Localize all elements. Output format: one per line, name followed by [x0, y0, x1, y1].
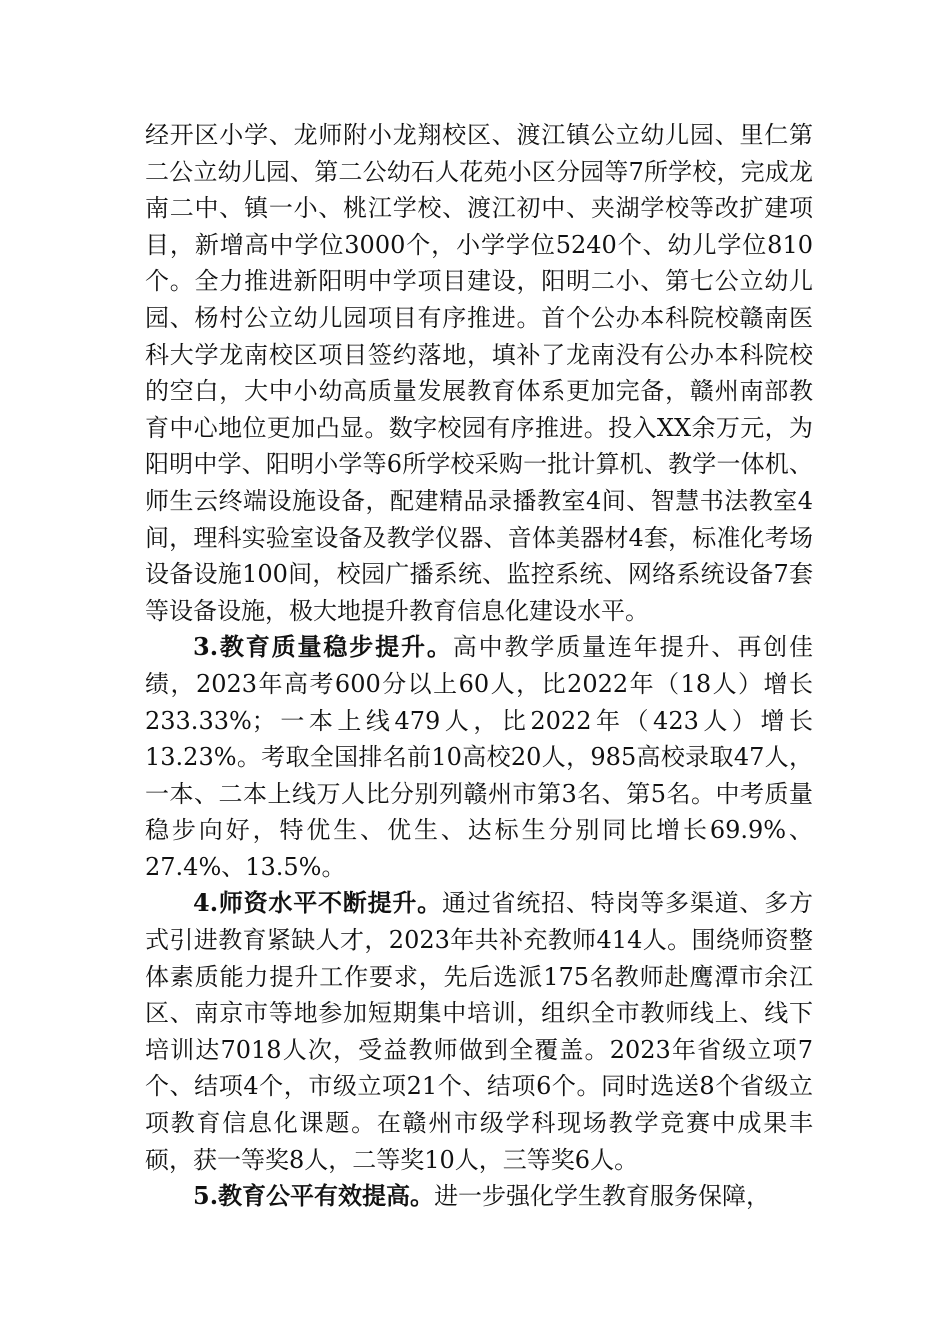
document-body: [145, 117, 813, 1215]
paragraph-school-construction: [145, 117, 813, 629]
paragraph-education-quality: [145, 629, 813, 885]
section-heading-education-equity: 5.教育公平有效提高。: [193, 1181, 435, 1211]
section-heading-teacher-level: 4.师资水平不断提升。: [193, 888, 442, 918]
paragraph-text: 通过省统招、特岗等多渠道、多方式引进教育紧缺人才，2023年共补充教师414人。围绕师资整体素质能力提升工作要求，先后选派175名教师赴鹰潭市余江区、南京市等地参加短期集中培训，组织全市教师线上、线下培训达7018人次，受益教师做到全覆盖。2023年省级立项7个、结项4个，市级立项21个、结项6个。同时选送8个省级立项教育信息化课题。在赣州市级学科现场教学竞赛中成果丰硕，获一等奖8人，二等奖10人，三等奖6人。: [145, 889, 813, 1174]
section-heading-education-quality: 3.教育质量稳步提升。: [193, 632, 453, 662]
paragraph-text: 高中教学质量连年提升、再创佳绩，2023年高考600分以上60人，比2022年（18人）增长233.33%；一本上线479人，比2022年（423人）增长13.23%。考取全国排名前10高校20人，985高校录取47人，一本、二本上线万人比分别列赣州市第3名、第5名。中考质量稳步向好，特优生、优生、达标生分别同比增长69.9%、27.4%、13.5%。: [145, 633, 814, 881]
paragraph-education-equity: [145, 1178, 813, 1215]
paragraph-teacher-level: [145, 885, 813, 1178]
paragraph-text: 进一步强化学生教育服务保障，: [434, 1182, 771, 1211]
paragraph-text: 经开区小学、龙师附小龙翔校区、渡江镇公立幼儿园、里仁第二公立幼儿园、第二公幼石人花苑小区分园等7所学校，完成龙南二中、镇一小、桃江学校、渡江初中、夹湖学校等改扩建项目，新增高中学位3000个，小学学位5240个、幼儿学位810个。全力推进新阳明中学项目建设，阳明二小、第七公立幼儿园、杨村公立幼儿园项目有序推进。首个公办本科院校赣南医科大学龙南校区项目签约落地，填补了龙南没有公办本科院校的空白，大中小幼高质量发展教育体系更加完备，赣州南部教育中心地位更加凸显。数字校园有序推进。投入XX余万元，为阳明中学、阳明小学等6所学校采购一批计算机、教学一体机、师生云终端设施设备，配建精品录播教室4间、智慧书法教室4间，理科实验室设备及教学仪器、音体美器材4套，标准化考场设备设施100间，校园广播系统、监控系统、网络系统设备7套等设备设施，极大地提升教育信息化建设水平。: [145, 121, 813, 625]
